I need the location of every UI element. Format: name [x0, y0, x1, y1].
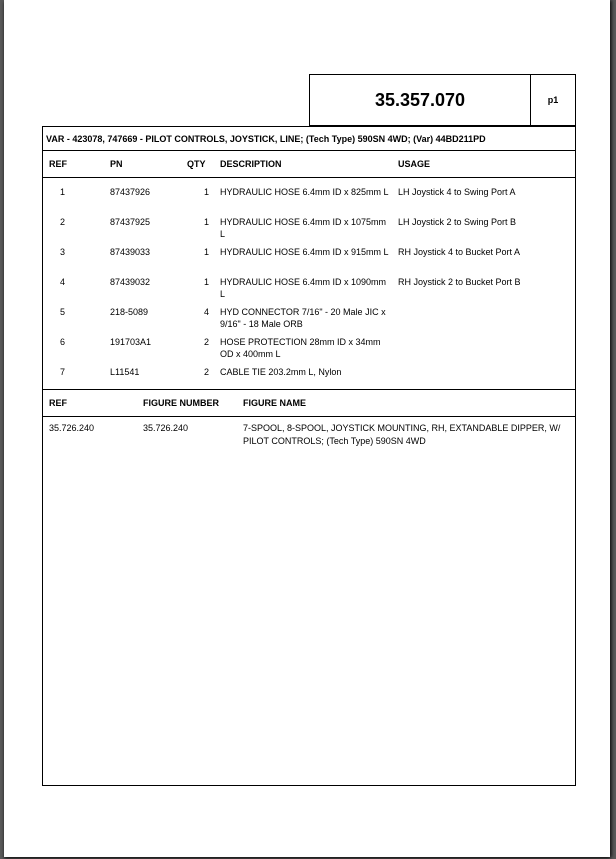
row-ref: 6: [60, 337, 66, 347]
row-ref: 3: [60, 247, 66, 257]
header-qty: QTY: [187, 159, 206, 169]
row-pn: 87437925: [110, 217, 151, 227]
row-description: HYDRAULIC HOSE 6.4mm ID x 825mm L: [220, 187, 389, 197]
page-number: p1: [530, 74, 576, 126]
row-qty: 1: [203, 277, 209, 287]
figure-header-ref: REF: [49, 398, 67, 408]
row-description: HYDRAULIC HOSE 6.4mm ID x 1090mm L: [220, 277, 387, 299]
figure-header-name: FIGURE NAME: [243, 398, 306, 408]
figure-ref: 35.726.240: [49, 423, 95, 433]
row-ref: 4: [60, 277, 66, 287]
row-pn: 87437926: [110, 187, 151, 197]
row-ref: 1: [60, 187, 66, 197]
row-ref: 5: [60, 307, 66, 317]
row-ref: 7: [60, 367, 66, 377]
part-number: 35.357.070: [309, 74, 531, 126]
row-pn: 87439033: [110, 247, 151, 257]
row-qty: 1: [203, 187, 209, 197]
parts-frame: [42, 126, 576, 786]
figure-row: [43, 422, 575, 452]
parts-table-body: [43, 178, 575, 390]
row-description: HOSE PROTECTION 28mm ID x 34mm OD x 400mm L: [220, 337, 381, 359]
header-pn: PN: [110, 159, 123, 169]
document-page: [4, 0, 610, 857]
figure-table-header: [43, 390, 575, 417]
row-qty: 2: [203, 367, 209, 377]
row-pn: 87439032: [110, 277, 151, 287]
row-pn: L11541: [110, 367, 140, 377]
header-usage: USAGE: [398, 159, 431, 169]
header-ref: REF: [49, 159, 67, 169]
figure-name: 7-SPOOL, 8-SPOOL, JOYSTICK MOUNTING, RH, EXTANDABLE DIPPER, W/ PILOT CONTROLS; (Tech Type) 590SN 4WD: [243, 423, 561, 446]
assembly-title: VAR - 423078, 747669 - PILOT CONTROLS, JOYSTICK, LINE; (Tech Type) 590SN 4WD; (Var) 44BD211PD: [43, 127, 575, 151]
figure-number: 35.726.240: [143, 423, 189, 433]
row-qty: 1: [203, 247, 209, 257]
figure-header-number: FIGURE NUMBER: [143, 398, 219, 408]
row-description: HYDRAULIC HOSE 6.4mm ID x 915mm L: [220, 247, 389, 257]
row-pn: 191703A1: [110, 337, 152, 347]
row-pn: 218-5089: [110, 307, 149, 317]
row-qty: 1: [203, 217, 209, 227]
row-usage: LH Joystick 2 to Swing Port B: [398, 217, 517, 227]
row-description: HYDRAULIC HOSE 6.4mm ID x 1075mm L: [220, 217, 387, 239]
row-usage: RH Joystick 2 to Bucket Port B: [398, 277, 521, 287]
header-description: DESCRIPTION: [220, 159, 282, 169]
row-qty: 4: [203, 307, 209, 317]
row-qty: 2: [203, 337, 209, 347]
row-ref: 2: [60, 217, 66, 227]
row-usage: RH Joystick 4 to Bucket Port A: [398, 247, 521, 257]
parts-table-header: [43, 151, 575, 178]
row-description: HYD CONNECTOR 7/16" - 20 Male JIC x 9/16" - 18 Male ORB: [220, 307, 386, 329]
row-usage: LH Joystick 4 to Swing Port A: [398, 187, 516, 197]
row-description: CABLE TIE 203.2mm L, Nylon: [220, 367, 342, 377]
